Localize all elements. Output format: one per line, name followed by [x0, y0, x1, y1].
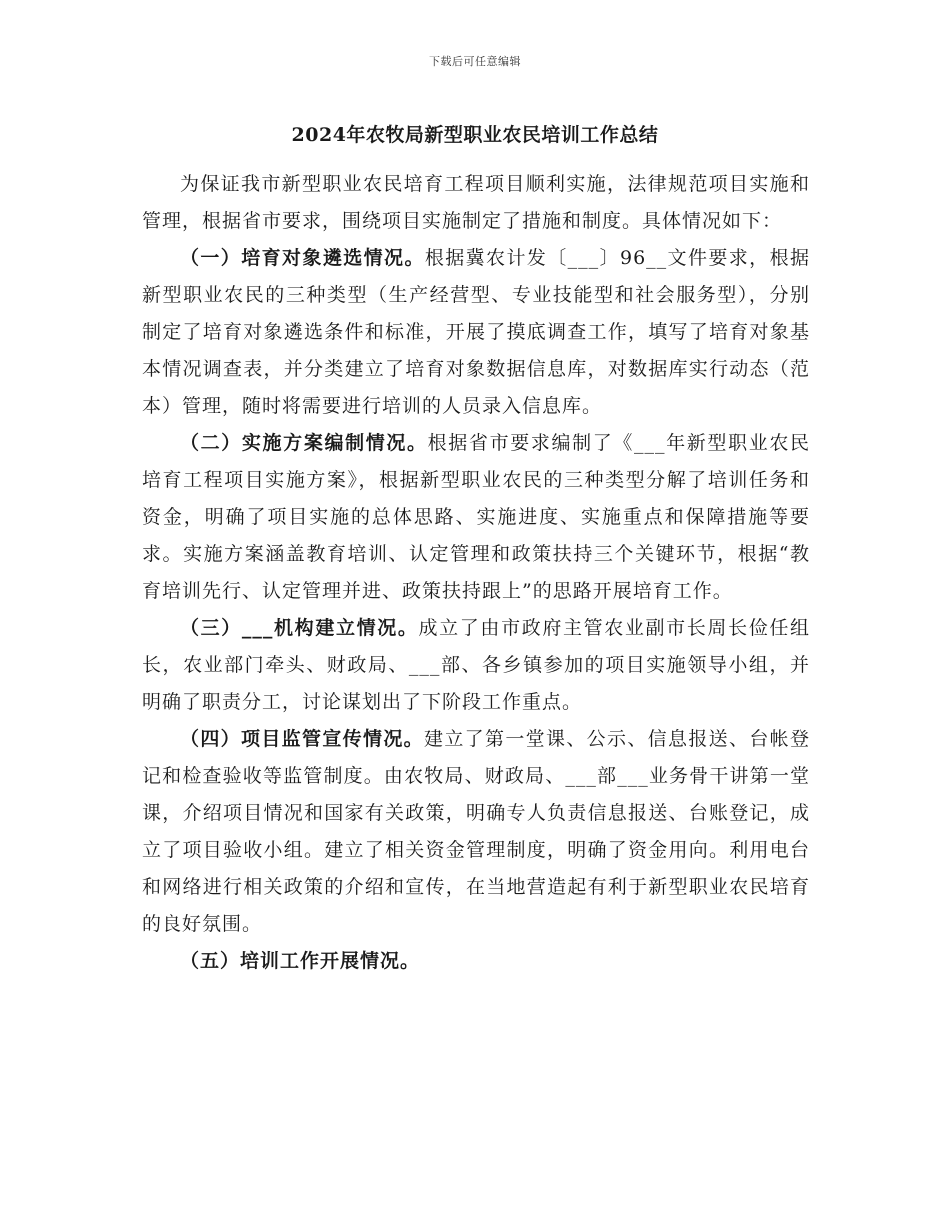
- section-heading: （四）项目监管宣传情况。: [180, 728, 424, 750]
- section-paragraph: [142, 943, 810, 980]
- section-body: 根据省市要求编制了《___年新型职业农民培育工程项目实施方案》，根据新型职业农民的三种类型分解了培训任务和资金，明确了项目实施的总体思路、实施进度、实施重点和保障措施等要求。实施方案涵盖教育培训、认定管理和政策扶持三个关键环节，根据“教育培训先行、认定管理并进、政策扶持跟上”的思路开展培育工作。: [142, 432, 810, 602]
- section-paragraph: [142, 425, 810, 610]
- document-body: [142, 166, 810, 980]
- section-paragraph: [142, 610, 810, 721]
- page-header-note: 下载后可任意编辑: [429, 55, 521, 68]
- section-body: 成立了由市政府主管农业副市长周长俭任组长，农业部门牵头、财政局、___部、各乡镇参加的项目实施领导小组，并明确了职责分工，讨论谋划出了下阶段工作重点。: [142, 617, 810, 713]
- section-body: 根据冀农计发〔___〕96__文件要求，根据新型职业农民的三种类型（生产经营型、专业技能型和社会服务型），分别制定了培育对象遴选条件和标准，开展了摸底调查工作，填写了培育对象基本情况调查表，并分类建立了培育对象数据信息库，对数据库实行动态（范本）管理，随时将需要进行培训的人员录入信息库。: [142, 247, 810, 417]
- section-heading: （三）___机构建立情况。: [180, 617, 419, 639]
- section-heading: （二）实施方案编制情况。: [180, 432, 428, 454]
- section-body: 建立了第一堂课、公示、信息报送、台帐登记和检查验收等监管制度。由农牧局、财政局、___部___业务骨干讲第一堂课，介绍项目情况和国家有关政策，明确专人负责信息报送、台账登记，成立了项目验收小组。建立了相关资金管理制度，明确了资金用向。利用电台和网络进行相关政策的介绍和宣传，在当地营造起有利于新型职业农民培育的良好氛围。: [142, 728, 810, 935]
- section-heading: （五）培训工作开展情况。: [180, 950, 421, 972]
- section-paragraph: [142, 240, 810, 425]
- intro-paragraph: 为保证我市新型职业农民培育工程项目顺利实施，法律规范项目实施和管理，根据省市要求，围绕项目实施制定了措施和制度。具体情况如下：: [142, 173, 810, 232]
- section-heading: （一）培育对象遴选情况。: [180, 247, 425, 269]
- document-title: 2024年农牧局新型职业农民培训工作总结: [291, 124, 659, 146]
- section-paragraph: [142, 721, 810, 943]
